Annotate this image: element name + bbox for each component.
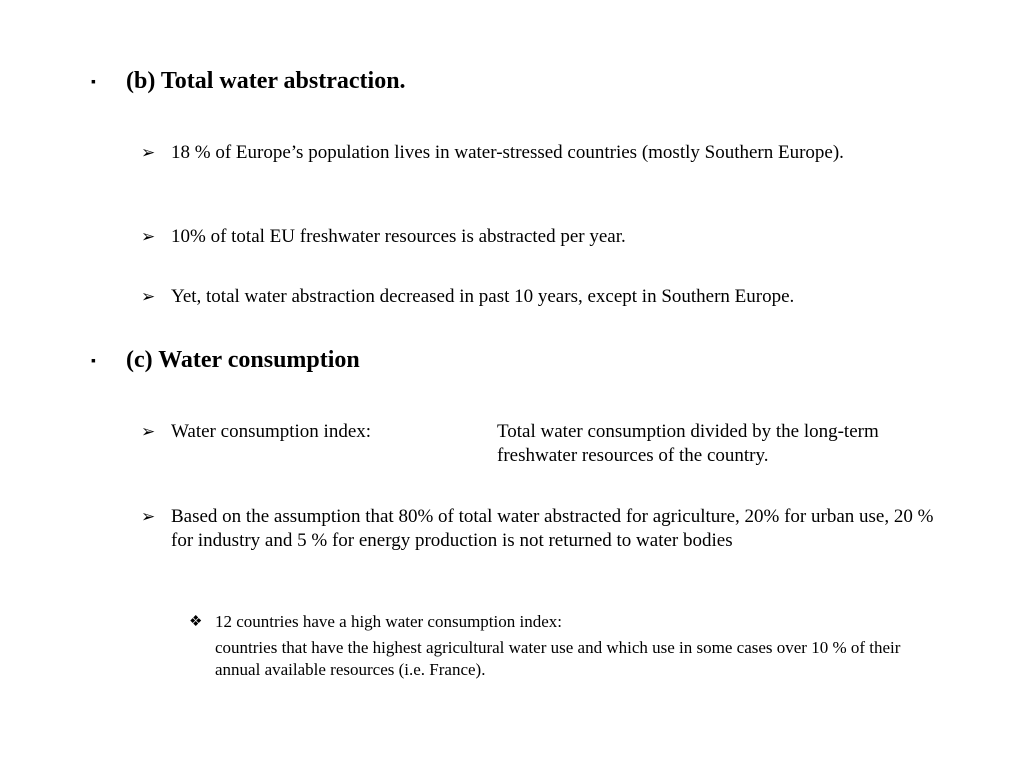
list-item-text <box>171 420 941 468</box>
diamond-bullet-icon: ❖ <box>189 614 203 630</box>
heading-text: (b) Total water abstraction. <box>126 68 406 94</box>
list-item-text: Yet, total water abstraction decreased in past 10 years, except in Southern Europe. <box>171 286 795 307</box>
sub-list-item <box>189 611 949 681</box>
list-item <box>141 285 941 309</box>
list-item-text: 10% of total EU freshwater resources is abstracted per year. <box>171 226 626 247</box>
sub-item-title: 12 countries have a high water consumption index: <box>215 612 562 631</box>
heading-text: (c) Water consumption <box>126 347 360 373</box>
list-item-index <box>141 420 941 468</box>
arrow-bullet-icon: ➢ <box>141 143 156 162</box>
list-item-text: 18 % of Europe’s population lives in water-stressed countries (mostly Southern Europe). <box>171 142 844 163</box>
arrow-bullet-icon: ➢ <box>141 227 156 246</box>
list-item-assumption <box>141 505 941 553</box>
list-item <box>141 225 941 249</box>
arrow-bullet-icon: ➢ <box>141 422 156 441</box>
arrow-bullet-icon: ➢ <box>141 507 156 526</box>
sub-item-description: countries that have the highest agricultural water use and which use in some cases over 10 % of their annual available resources (i.e. France). <box>215 638 901 679</box>
index-definition: Total water consumption divided by the long-term freshwater resources of the country. <box>497 421 879 466</box>
square-bullet-icon: ▪ <box>91 354 96 369</box>
list-item-text: Based on the assumption that 80% of total water abstracted for agriculture, 20% for urban use, 20 % for industry and 5 % for energy production is not returned to water bodies <box>171 506 934 551</box>
arrow-bullet-icon: ➢ <box>141 287 156 306</box>
list-item <box>141 141 941 165</box>
index-label: Water consumption index: <box>171 421 372 442</box>
square-bullet-icon: ▪ <box>91 75 96 90</box>
